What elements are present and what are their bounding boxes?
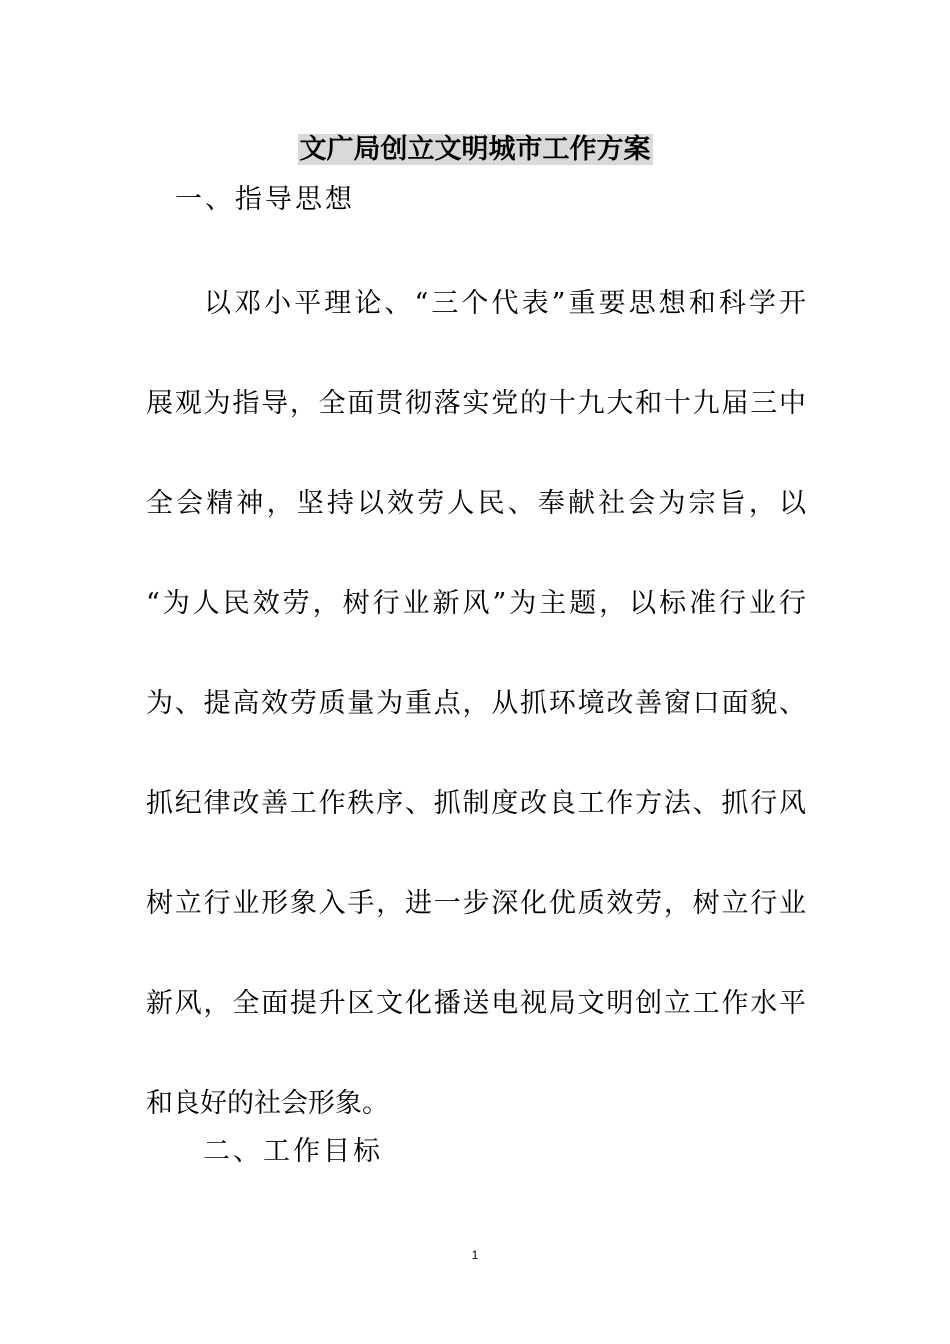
- section-heading-guiding-ideology: 一、指导思想: [175, 184, 355, 215]
- page-number: 1: [471, 1248, 479, 1262]
- section-heading-work-goals: 二、工作目标: [203, 1136, 383, 1167]
- body-paragraph: [146, 254, 806, 1154]
- document-title-text: 文广局创立文明城市工作方案: [299, 134, 651, 165]
- paragraph-line: 展观为指导，全面贯彻落实党的十九大和十九届三中: [146, 388, 806, 419]
- paragraph-line: 为、提高效劳质量为重点，从抓环境改善窗口面貌、: [146, 688, 806, 719]
- paragraph-line: 和良好的社会形象。: [146, 1088, 389, 1119]
- paragraph-line: “为人民效劳，树行业新风”为主题，以标准行业行: [146, 588, 806, 619]
- paragraph-line: 以邓小平理论、“三个代表”重要思想和科学开: [204, 288, 806, 319]
- paragraph-line: 抓纪律改善工作秩序、抓制度改良工作方法、抓行风: [146, 788, 806, 819]
- paragraph-line: 新风，全面提升区文化播送电视局文明创立工作水平: [146, 988, 806, 1019]
- paragraph-line: 树立行业形象入手，进一步深化优质效劳，树立行业: [146, 888, 806, 919]
- paragraph-line: 全会精神，坚持以效劳人民、奉献社会为宗旨，以: [146, 488, 806, 519]
- document-title: [0, 130, 950, 170]
